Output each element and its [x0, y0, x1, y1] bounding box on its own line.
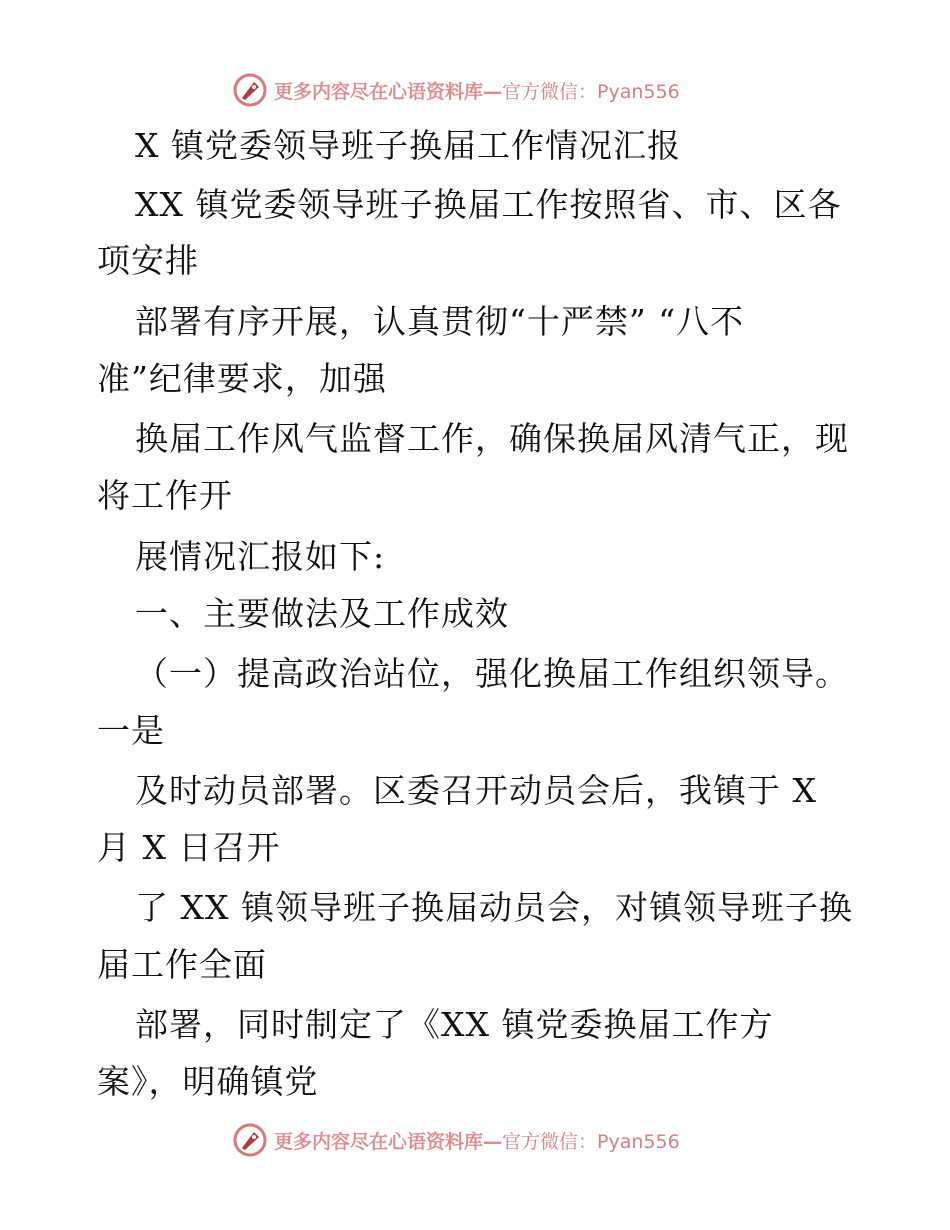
paragraph-line: 及时动员部署。区委召开动员会后，我镇于 X: [135, 771, 817, 810]
paragraph-line: 案》，明确镇党: [97, 1062, 319, 1101]
watermark-footer: [232, 1120, 712, 1160]
paragraph-line: 准”纪律要求，加强: [97, 359, 387, 398]
paragraph-line: 将工作开: [97, 476, 233, 515]
paragraph-line: 一是: [97, 711, 165, 750]
subsection-heading: （一）提高政治站位，强化换届工作组织领导。: [135, 654, 849, 693]
document-title: X 镇党委领导班子换届工作情况汇报: [135, 126, 681, 165]
watermark-sub-text: 官方微信：Pyan556: [502, 1130, 680, 1153]
paragraph-line: 月 X 日召开: [97, 828, 281, 867]
paragraph-line: 了 XX 镇领导班子换届动员会，对镇领导班子换: [135, 888, 853, 927]
paragraph-line: 届工作全面: [97, 945, 267, 984]
paragraph-line: 部署，同时制定了《XX 镇党委换届工作方: [135, 1005, 774, 1044]
watermark-main-text: 更多内容尽在心语资料库—: [274, 1130, 503, 1153]
pen-nib-circle-icon: [232, 1122, 268, 1158]
paragraph-line: 换届工作风气监督工作，确保换届风清气正，现: [135, 419, 849, 458]
watermark-main-text: 更多内容尽在心语资料库—: [274, 80, 503, 103]
section-heading: 一、主要做法及工作成效: [135, 594, 509, 633]
paragraph-line: 展情况汇报如下:: [135, 537, 386, 576]
paragraph-line: 项安排: [97, 241, 199, 280]
watermark-sub-text: 官方微信：Pyan556: [502, 80, 680, 103]
paragraph-line: XX 镇党委领导班子换届工作按照省、市、区各: [135, 185, 842, 224]
paragraph-line: 部署有序开展，认真贯彻“十严禁” “八不: [135, 302, 745, 341]
